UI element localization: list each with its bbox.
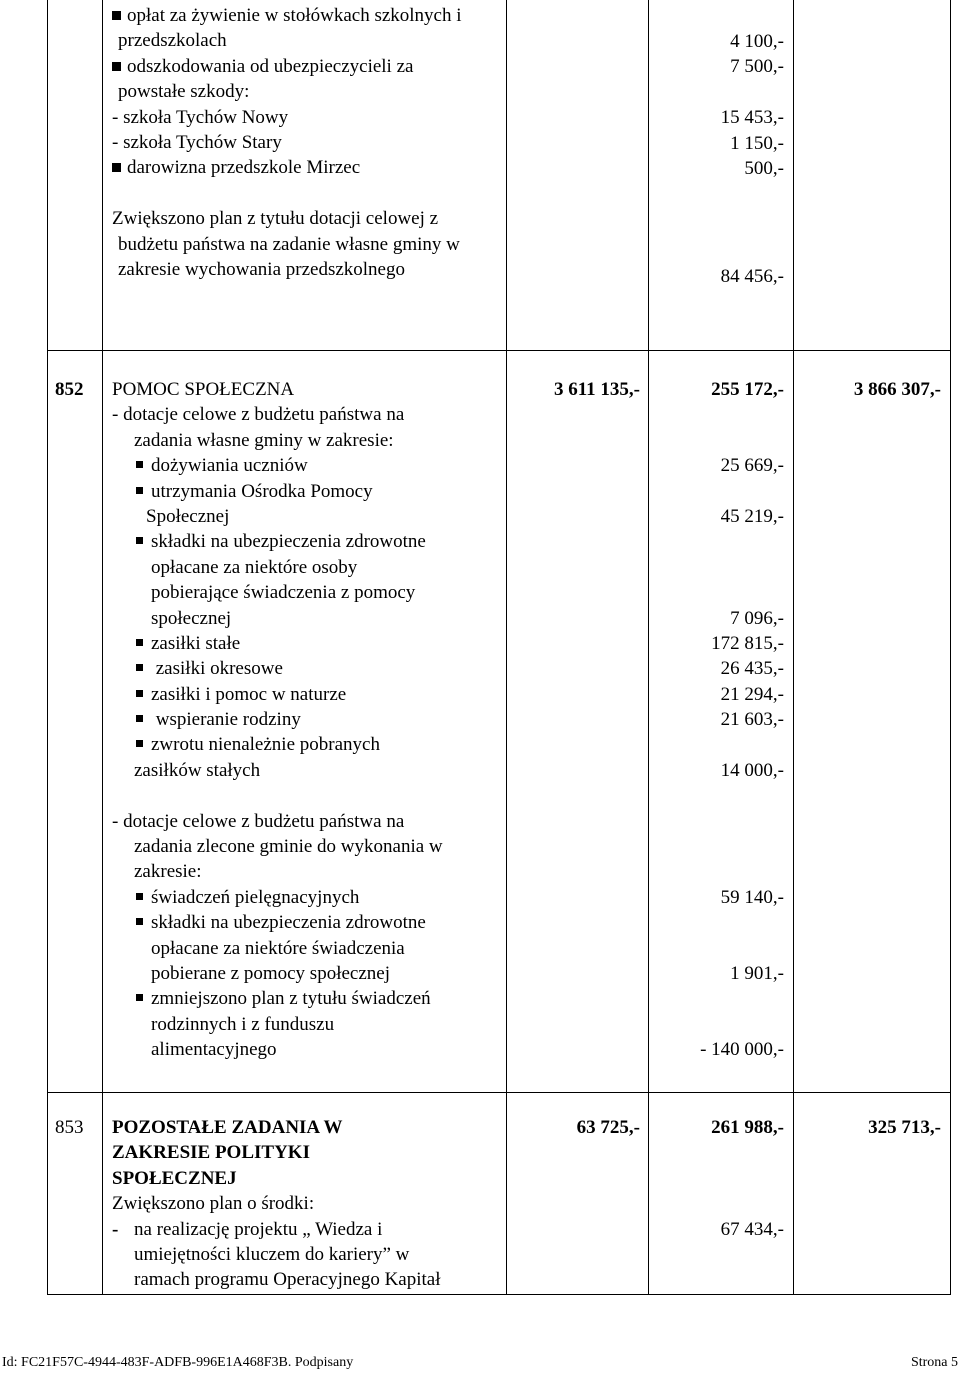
row852-line: zasiłki i pomoc w naturze (112, 682, 504, 707)
row852-before: 3 611 135,- (553, 379, 640, 400)
amount: 4 100,- (730, 31, 784, 52)
dash-marker: - (112, 1218, 119, 1240)
amount (650, 207, 784, 232)
row0-line: budżetu państwa na zadanie własne gminy w (118, 233, 460, 255)
table-border-change (793, 0, 794, 1295)
row0-line: przedszkolach (118, 30, 227, 52)
amount: 1 150,- (730, 132, 784, 154)
row852-line: - dotacje celowe z budżetu państwa na (112, 810, 405, 832)
row853-title-line: SPOŁECZNEJ (112, 1167, 237, 1189)
square-bullet-icon (112, 62, 121, 71)
row853-amounts (650, 1115, 784, 1242)
row852-line: zakresie: (134, 861, 202, 883)
table-border-desc (506, 0, 507, 1295)
row853-line: ramach programu Operacyjnego Kapitał (134, 1269, 441, 1291)
row853-line: Zwiększono plan o środki: (112, 1193, 315, 1215)
row853-line: umiejętności kluczem do kariery” w (134, 1243, 410, 1265)
row852-description (112, 377, 504, 1063)
row852-line (112, 783, 504, 808)
amount (650, 986, 784, 1011)
row852-after: 3 866 307,- (853, 379, 941, 400)
row852-title: POMOC SPOŁECZNA (112, 379, 295, 400)
table-border-before (648, 0, 649, 1295)
amount (650, 181, 784, 206)
row0-line: Zwiększono plan z tytułu dotacji celowej z (112, 208, 439, 230)
row852-line: pobierające świadczenia z pomocy (151, 582, 416, 604)
amount: 21 294,- (720, 683, 784, 705)
square-bullet-icon (136, 994, 143, 1001)
amount (650, 428, 784, 453)
amount (650, 1012, 784, 1037)
row852-line: zadania zlecone gminie do wykonania w (134, 836, 443, 858)
row852-line: wspieranie rodziny (112, 707, 504, 732)
row0-line: - szkoła Tychów Stary (112, 131, 282, 153)
row852-line: alimentacyjnego (151, 1039, 277, 1061)
table-border-left (47, 0, 48, 1295)
amount (650, 529, 784, 554)
table-border-bottom (47, 1294, 951, 1295)
row0-line: darowizna przedszkole Mirzec (112, 155, 504, 180)
square-bullet-icon (136, 487, 143, 494)
amount (650, 555, 784, 580)
row852-line: rodzinnych i z funduszu (151, 1013, 335, 1035)
amount (650, 936, 784, 961)
amount: 21 603,- (720, 709, 784, 731)
amount: 26 435,- (720, 658, 784, 680)
row852-line: Społecznej (146, 505, 230, 527)
amount (650, 809, 784, 834)
row0-line: opłat za żywienie w stołówkach szkolnych i (112, 3, 504, 28)
amount: - 140 000,- (700, 1039, 784, 1061)
footer-document-id: Id: FC21F57C-4944-483F-ADFB-996E1A468F3B. Podpisany (2, 1355, 354, 1370)
row853-change: 261 988,- (711, 1117, 784, 1138)
row852-line: dożywiania uczniów (112, 453, 504, 478)
table-border-code (102, 0, 103, 1295)
row852-line: zasiłków stałych (134, 759, 261, 781)
row853-title-line: POZOSTAŁE ZADANIA W (112, 1117, 343, 1138)
amount (650, 834, 784, 859)
row0-line: - szkoła Tychów Nowy (112, 106, 289, 128)
amount (650, 80, 784, 105)
square-bullet-icon (136, 639, 143, 646)
row853-title-line: ZAKRESIE POLITYKI (112, 1142, 310, 1164)
amount: 25 669,- (720, 455, 784, 477)
amount (650, 402, 784, 427)
row853-before: 63 725,- (576, 1117, 640, 1138)
amount: 7 500,- (730, 56, 784, 78)
row852-line: utrzymania Ośrodka Pomocy (112, 479, 504, 504)
amount (650, 479, 784, 504)
row852-line: świadczeń pielęgnacyjnych (112, 885, 504, 910)
square-bullet-icon (136, 690, 143, 697)
row852-amounts (650, 377, 784, 1063)
amount (650, 783, 784, 808)
square-bullet-icon (136, 461, 143, 468)
row0-amounts (650, 29, 784, 289)
row853-after: 325 713,- (868, 1117, 941, 1138)
row852-line: - dotacje celowe z budżetu państwa na (112, 404, 405, 426)
square-bullet-icon (112, 163, 121, 172)
row852-line: pobierane z pomocy społecznej (151, 962, 390, 984)
amount: 15 453,- (720, 107, 784, 129)
row853-description (112, 1115, 504, 1293)
square-bullet-icon (136, 918, 143, 925)
amount (650, 859, 784, 884)
amount: 7 096,- (730, 607, 784, 629)
row-divider-1 (47, 350, 951, 351)
amount (650, 732, 784, 757)
amount: 1 901,- (730, 962, 784, 984)
square-bullet-icon (136, 664, 143, 671)
square-bullet-icon (112, 11, 121, 20)
row852-line: zasiłki okresowe (112, 656, 504, 681)
row852-line: składki na ubezpieczenia zdrowotne (112, 910, 504, 935)
row0-line: odszkodowania od ubezpieczycieli za (112, 54, 504, 79)
row852-line: zwrotu nienależnie pobranych (112, 732, 504, 757)
amount: 172 815,- (711, 632, 784, 654)
amount (650, 232, 784, 257)
footer-page-number: Strona 5 (910, 1355, 958, 1370)
row-divider-2 (47, 1092, 951, 1093)
amount (650, 1191, 784, 1216)
row852-change: 255 172,- (711, 379, 784, 400)
square-bullet-icon (136, 537, 143, 544)
row852-code: 852 (55, 379, 84, 400)
row852-line: opłacane za niektóre świadczenia (151, 937, 405, 959)
amount (650, 1166, 784, 1191)
amount: 14 000,- (720, 759, 784, 781)
amount (650, 1140, 784, 1165)
row852-line: zmniejszono plan z tytułu świadczeń (112, 986, 504, 1011)
amount: 59 140,- (720, 886, 784, 908)
row0-line: powstałe szkody: (118, 81, 250, 103)
amount: 45 219,- (720, 505, 784, 527)
row852-line: zadania własne gminy w zakresie: (134, 429, 394, 451)
table-border-right (950, 0, 951, 1295)
square-bullet-icon (136, 715, 143, 722)
row0-description (112, 3, 504, 282)
row852-line: zasiłki stałe (112, 631, 504, 656)
amount (650, 910, 784, 935)
amount: 84 456,- (720, 265, 784, 287)
row852-line: składki na ubezpieczenia zdrowotne (112, 529, 504, 554)
amount: 500,- (744, 157, 784, 179)
row852-line: społecznej (151, 607, 232, 629)
row853-line: - na realizację projektu „ Wiedza i (112, 1217, 504, 1242)
square-bullet-icon (136, 740, 143, 747)
square-bullet-icon (136, 893, 143, 900)
row0-line (112, 181, 504, 206)
amount (650, 580, 784, 605)
amount: 67 434,- (720, 1218, 784, 1240)
row853-code: 853 (55, 1117, 84, 1138)
row852-line: opłacane za niektóre osoby (151, 556, 358, 578)
row0-line: zakresie wychowania przedszkolnego (118, 258, 405, 280)
